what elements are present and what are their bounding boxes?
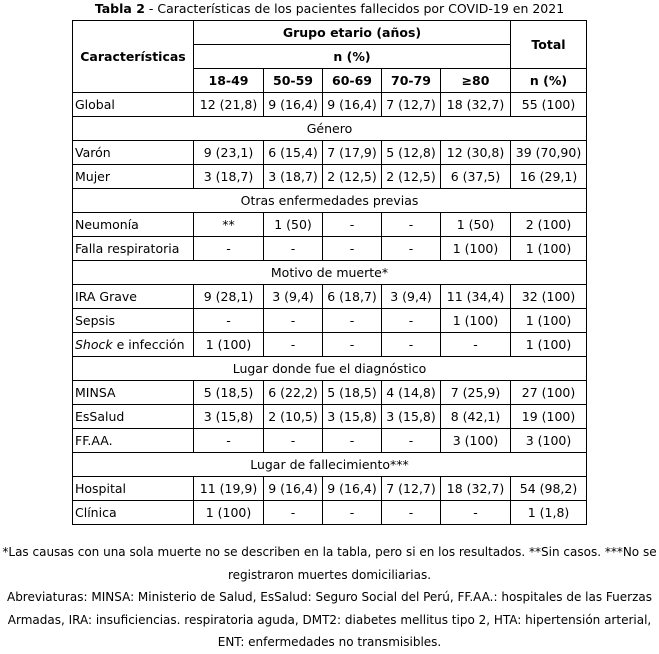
value-cell: 12 (30,8) <box>441 141 511 165</box>
value-cell: - <box>323 429 382 453</box>
value-cell: 9 (28,1) <box>194 285 264 309</box>
total-cell: 3 (100) <box>511 429 587 453</box>
value-cell: 2 (12,5) <box>323 165 382 189</box>
value-cell: - <box>194 429 264 453</box>
total-cell: 1 (100) <box>511 237 587 261</box>
value-cell: 9 (16,4) <box>323 477 382 501</box>
total-cell: 16 (29,1) <box>511 165 587 189</box>
value-cell: 7 (17,9) <box>323 141 382 165</box>
value-cell: - <box>323 237 382 261</box>
value-cell: 5 (18,5) <box>323 381 382 405</box>
table-row <box>73 405 587 429</box>
value-cell: 3 (18,7) <box>194 165 264 189</box>
value-cell: 6 (22,2) <box>264 381 323 405</box>
total-cell: 27 (100) <box>511 381 587 405</box>
value-cell: - <box>323 333 382 357</box>
section-row <box>73 357 587 381</box>
section-title: Lugar donde fue el diagnóstico <box>73 357 587 381</box>
row-label: Global <box>73 93 194 117</box>
footnote: *Las causas con una sola muerte no se describen en la tabla, pero si en los resultados. **Sin casos. ***No se registraron muertes domiciliarias. <box>2 545 657 582</box>
table-row <box>73 141 587 165</box>
value-cell: 9 (16,4) <box>323 93 382 117</box>
age-group-60-69: 60-69 <box>323 69 382 93</box>
value-cell: 3 (9,4) <box>382 285 441 309</box>
value-cell: 11 (34,4) <box>441 285 511 309</box>
value-cell: - <box>382 237 441 261</box>
row-label <box>73 333 194 357</box>
section-row <box>73 189 587 213</box>
table-row <box>73 237 587 261</box>
row-label: Sepsis <box>73 309 194 333</box>
row-label: MINSA <box>73 381 194 405</box>
row-label: Falla respiratoria <box>73 237 194 261</box>
age-group-header: Grupo etario (años) <box>194 21 511 45</box>
value-cell: 4 (14,8) <box>382 381 441 405</box>
value-cell: 3 (9,4) <box>264 285 323 309</box>
table-row <box>73 213 587 237</box>
table-row <box>73 381 587 405</box>
table-row <box>73 285 587 309</box>
total-cell: 1 (100) <box>511 333 587 357</box>
value-cell: 7 (25,9) <box>441 381 511 405</box>
section-row <box>73 261 587 285</box>
value-cell: - <box>323 213 382 237</box>
row-label: Clínica <box>73 501 194 525</box>
value-cell: 1 (100) <box>194 333 264 357</box>
value-cell: 3 (15,8) <box>323 405 382 429</box>
table-row <box>73 477 587 501</box>
table-row <box>73 429 587 453</box>
value-cell: 2 (12,5) <box>382 165 441 189</box>
value-cell: 3 (100) <box>441 429 511 453</box>
value-cell: 12 (21,8) <box>194 93 264 117</box>
value-cell: 5 (18,5) <box>194 381 264 405</box>
section-title: Otras enfermedades previas <box>73 189 587 213</box>
value-cell: - <box>323 309 382 333</box>
total-cell: 55 (100) <box>511 93 587 117</box>
value-cell: 6 (18,7) <box>323 285 382 309</box>
row-label: EsSalud <box>73 405 194 429</box>
total-cell: 1 (1,8) <box>511 501 587 525</box>
value-cell: - <box>264 501 323 525</box>
value-cell: 1 (50) <box>264 213 323 237</box>
age-group-unit: n (%) <box>194 45 511 69</box>
section-row <box>73 117 587 141</box>
value-cell: 3 (15,8) <box>382 405 441 429</box>
value-cell: - <box>441 333 511 357</box>
age-group-50-59: 50-59 <box>264 69 323 93</box>
table-row <box>73 93 587 117</box>
value-cell: 2 (10,5) <box>264 405 323 429</box>
total-cell: 2 (100) <box>511 213 587 237</box>
row-label: Neumonía <box>73 213 194 237</box>
section-title: Lugar de fallecimiento*** <box>73 453 587 477</box>
value-cell: 18 (32,7) <box>441 93 511 117</box>
table-row <box>73 309 587 333</box>
total-cell: 19 (100) <box>511 405 587 429</box>
characteristics-table <box>72 20 587 525</box>
value-cell: - <box>382 429 441 453</box>
abbreviations-note: Abreviaturas: MINSA: Ministerio de Salud, EsSalud: Seguro Social del Perú, FF.AA.: hospitales de las Fuerzas Armadas, IRA: insuficiencias. respiratoria aguda, DMT2: diabetes mellitus tipo 2, HTA: hipertensión arterial, ENT: enfermedades no transmisibles. <box>6 590 652 649</box>
row-label: Mujer <box>73 165 194 189</box>
value-cell: 7 (12,7) <box>382 93 441 117</box>
total-unit: n (%) <box>511 69 587 93</box>
value-cell: - <box>382 333 441 357</box>
row-label: Varón <box>73 141 194 165</box>
section-row <box>73 453 587 477</box>
value-cell: - <box>441 501 511 525</box>
row-label-italic: Shock <box>75 337 113 352</box>
table-notes <box>0 541 659 654</box>
value-cell: 8 (42,1) <box>441 405 511 429</box>
total-cell: 39 (70,90) <box>511 141 587 165</box>
value-cell: ** <box>194 213 264 237</box>
value-cell: 9 (16,4) <box>264 477 323 501</box>
age-group-18-49: 18-49 <box>194 69 264 93</box>
characteristics-header: Características <box>73 21 194 93</box>
value-cell: - <box>264 429 323 453</box>
value-cell: 1 (100) <box>441 237 511 261</box>
value-cell: - <box>382 501 441 525</box>
value-cell: 1 (100) <box>441 309 511 333</box>
row-label: Hospital <box>73 477 194 501</box>
row-label: IRA Grave <box>73 285 194 309</box>
total-cell: 1 (100) <box>511 309 587 333</box>
table-row <box>73 333 587 357</box>
value-cell: 1 (100) <box>194 501 264 525</box>
table-number: Tabla 2 <box>94 1 145 16</box>
total-header: Total <box>511 21 587 69</box>
value-cell: 1 (50) <box>441 213 511 237</box>
value-cell: 3 (18,7) <box>264 165 323 189</box>
age-group-70-79: 70-79 <box>382 69 441 93</box>
value-cell: 6 (37,5) <box>441 165 511 189</box>
value-cell: - <box>194 309 264 333</box>
value-cell: - <box>323 501 382 525</box>
total-cell: 32 (100) <box>511 285 587 309</box>
value-cell: 5 (12,8) <box>382 141 441 165</box>
total-cell: 54 (98,2) <box>511 477 587 501</box>
value-cell: - <box>264 237 323 261</box>
value-cell: 9 (23,1) <box>194 141 264 165</box>
value-cell: - <box>382 309 441 333</box>
value-cell: 9 (16,4) <box>264 93 323 117</box>
table-caption <box>0 0 659 18</box>
value-cell: - <box>264 309 323 333</box>
table-title: - Características de los pacientes fallecidos por COVID-19 en 2021 <box>144 1 565 16</box>
row-label: FF.AA. <box>73 429 194 453</box>
value-cell: - <box>382 213 441 237</box>
section-title: Género <box>73 117 587 141</box>
value-cell: 3 (15,8) <box>194 405 264 429</box>
table-row <box>73 501 587 525</box>
value-cell: - <box>264 333 323 357</box>
age-group-80-plus: ≥80 <box>441 69 511 93</box>
value-cell: - <box>194 237 264 261</box>
table-body <box>73 93 587 525</box>
value-cell: 7 (12,7) <box>382 477 441 501</box>
table-row <box>73 165 587 189</box>
row-label-rest: e infección <box>112 337 185 352</box>
section-title: Motivo de muerte* <box>73 261 587 285</box>
value-cell: 11 (19,9) <box>194 477 264 501</box>
value-cell: 18 (32,7) <box>441 477 511 501</box>
value-cell: 6 (15,4) <box>264 141 323 165</box>
